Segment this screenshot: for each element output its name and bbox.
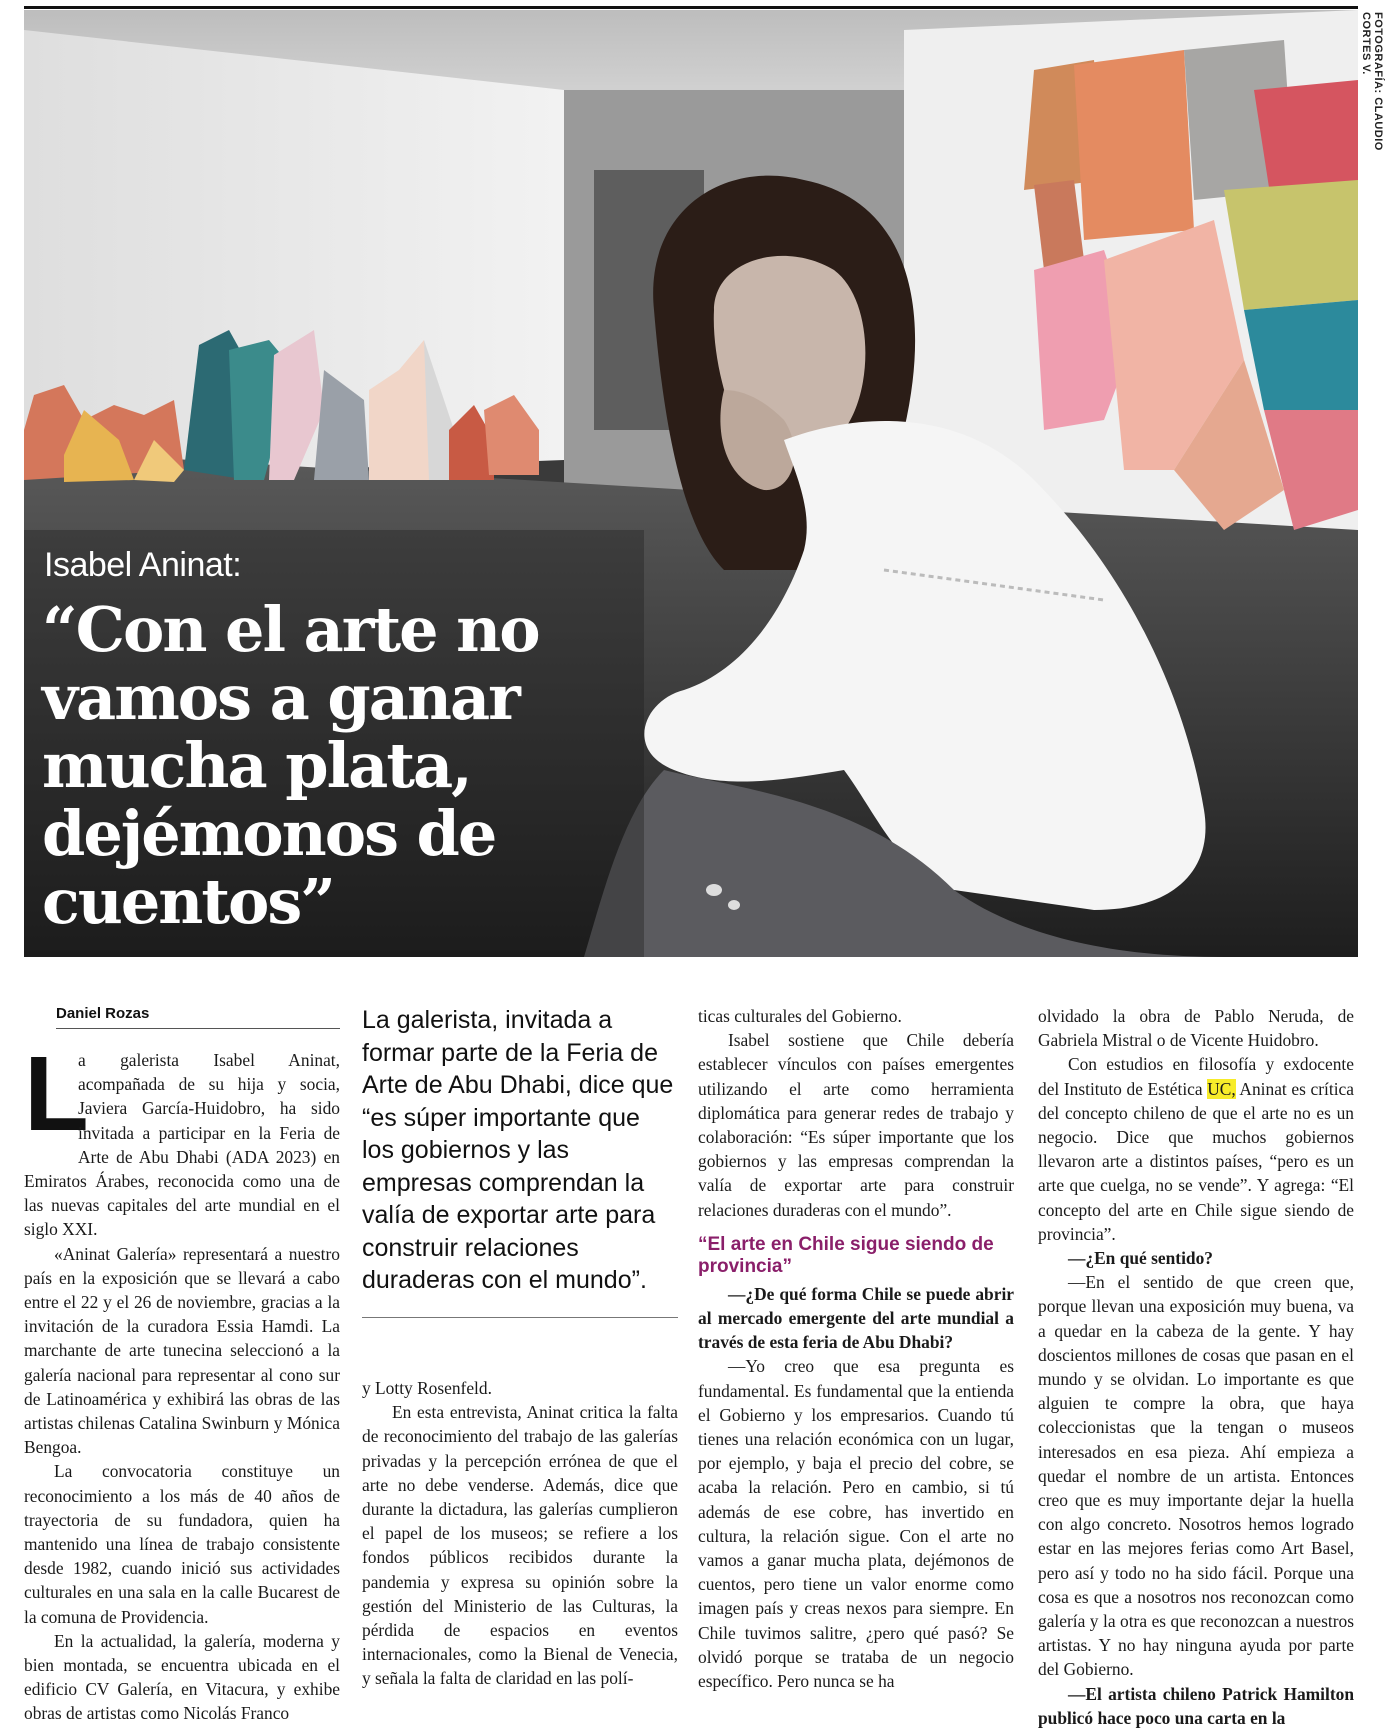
top-rule bbox=[24, 6, 1358, 9]
paragraph bbox=[1038, 1052, 1354, 1246]
headline-line: mucha plata, bbox=[42, 729, 471, 802]
paragraph: ticas culturales del Gobierno. bbox=[698, 1006, 902, 1026]
paragraph: Isabel sostiene que Chile debería establecer vínculos con países emergentes utilizando el arte como herramienta diplomática para generar redes de trabajo y colaboración: “Es súper importante que los gobiernos y las empresas comprendan la valía de exportar arte para construir relaciones duraderas con el mundo”. bbox=[698, 1030, 1014, 1220]
text-run: Con estudios en filosofía y exdocente del Instituto de Estética bbox=[1038, 1054, 1354, 1099]
pull-quote: La galerista, invitada a formar parte de la Feria de Arte de Abu Dhabi, dice que “es súper importante que los gobiernos y las empresas comprendan la valía de exportar arte para construir relaciones duraderas con el mundo”. bbox=[362, 1004, 678, 1318]
drop-cap: L bbox=[24, 1035, 89, 1153]
highlighted-text: UC, bbox=[1207, 1078, 1236, 1099]
interview-answer: —En el sentido de que creen que, porque llevan una exposición muy buena, va a quedar en la cabeza de la gente. Y hay doscientos millones de cosas que pasan en el mundo y se olvidan. Lo importante es que alguien te compre la obra, que haya coleccionistas que la tengan o museos interesados en esa pieza. Ahí empieza a quedar el nombre de un artista. Entonces creo que es muy importante dejar la huella con algo concreto. Nosotros hemos logrado estar en las mejores ferias como Art Basel, pero así y todo no ha sido fácil. Porque una cosa es que a nosotros nos reconozcan como galería y la otra es que reconozcan a nuestros artistas. Y no hay ninguna ayuda por parte del Gobierno. bbox=[1038, 1272, 1354, 1680]
paragraph: «Aninat Galería» representará a nuestro país en la exposición que se llevará a cabo entre el 22 y el 26 de noviembre, gracias a la invitación de la curadora Essia Hamdi. La marchante de arte tunecina seleccionó a la galería nacional para representar al cono sur de Latinoamérica y exhibirá las obras de las artistas chilenas Catalina Swinburn y Mónica Bengoa. bbox=[24, 1243, 340, 1458]
section-subhead: “El arte en Chile sigue siendo de provincia” bbox=[698, 1233, 994, 1277]
headline bbox=[42, 593, 602, 938]
interview-question: —¿En qué sentido? bbox=[1068, 1248, 1213, 1269]
paragraph: olvidado la obra de Pablo Neruda, de Gabriela Mistral o de Vicente Huidobro. bbox=[1038, 1006, 1354, 1051]
interview-question: —El artista chileno Patrick Hamilton publicó hace poco una carta en la bbox=[1038, 1683, 1354, 1728]
byline: Daniel Rozas bbox=[56, 1005, 340, 1029]
headline-line: “Con el arte no bbox=[42, 593, 539, 666]
article-column-2 bbox=[362, 1376, 678, 1691]
text-run: Aninat es crítica del concepto chileno de que el arte no es un negocio. Dice que muchos gobiernos llevaron arte a distintos países, “pero es un arte que cuelga, no se vende”. Y agrega: “El concepto del arte en Chile sigue siendo de provincia”. bbox=[1038, 1078, 1354, 1244]
headline-line: cuentos” bbox=[42, 865, 334, 938]
headline-kicker: Isabel Aninat: bbox=[44, 546, 242, 584]
article-column-3 bbox=[698, 1004, 1014, 1693]
headline-line: vamos a ganar bbox=[42, 661, 519, 734]
paragraph: La convocatoria constituye un reconocimiento a los más de 40 años de trayectoria de su fundadora, quien ha mantenido una línea de trabajo consistente desde 1982, cuando inició sus actividades culturales en una sala en la calle Bucarest de la comuna de Providencia. bbox=[24, 1461, 340, 1627]
article-column-1 bbox=[24, 1035, 340, 1726]
paragraph: a galerista Isabel Aninat, acompañada de su hija y socia, Javiera García-Huidobro, ha sido invitada a participar en la Feria de Arte de Abu Dhabi (ADA 2023) en Emiratos Árabes, reconocida como una de las nuevas capitales del arte mundial en el siglo XXI. bbox=[24, 1050, 340, 1240]
paragraph: En la actualidad, la galería, moderna y bien montada, se encuentra ubicada en el edificio CV Galería, en Vitacura, y exhibe obras de artistas como Nicolás Franco bbox=[24, 1630, 340, 1724]
interview-answer: —Yo creo que esa pregunta es fundamental. Es fundamental que la entienda el Gobierno y los empresarios. Cuando tú tienes una relación económica con un lugar, por ejemplo, y baja el precio del cobre, se acaba la relación. Pero en cambio, si tú además de ese cobre, has invertido en cultura, la relación sigue. Con el arte no vamos a ganar mucha plata, dejémonos de cuentos, pero tiene un valor enorme como imagen país y creas nexos para siempre. En Chile tuvimos salitre, ¿pero qué pasó? Se olvidó porque se trataba de un negocio específico. Pero nunca se ha bbox=[698, 1356, 1014, 1692]
photo-credit: FOTOGRAFÍA: CLAUDIO CORTES V. bbox=[1360, 12, 1384, 151]
interview-question: —¿De qué forma Chile se puede abrir al mercado emergente del arte mundial a través de esta feria de Abu Dhabi? bbox=[698, 1283, 1014, 1353]
paragraph: En esta entrevista, Aninat critica la falta de reconocimiento del trabajo de las galerías privadas y la percepción errónea de que el arte no debe venderse. Además, dice que durante la dictadura, las galerías cumplieron el papel de los museos; se refiere a los fondos públicos recibidos durante la pandemia y expresa su opinión sobre la gestión del Ministerio de las Culturas, la pérdida de espacios en eventos internacionales, como la Bienal de Venecia, y señala la falta de claridad en las polí- bbox=[362, 1402, 678, 1689]
article-column-4 bbox=[1038, 1004, 1354, 1730]
paragraph: y Lotty Rosenfeld. bbox=[362, 1378, 492, 1398]
headline-line: dejémonos de bbox=[42, 797, 496, 870]
